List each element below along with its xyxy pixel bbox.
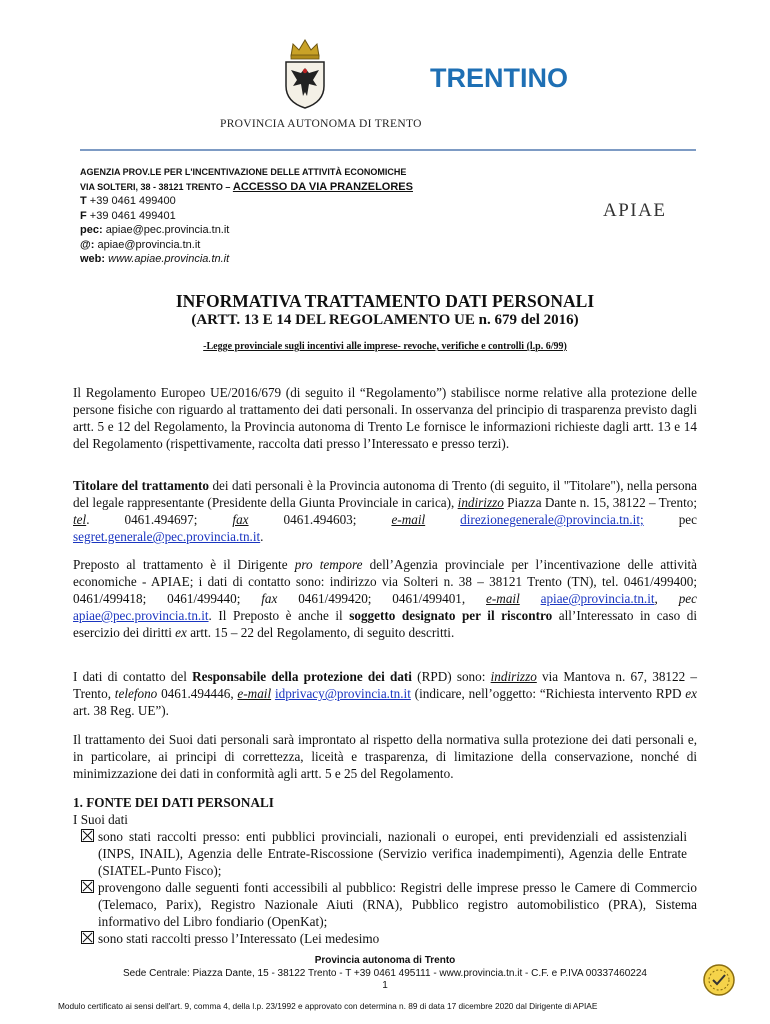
agency-address-street: VIA SOLTERI, 38 - 38121 TRENTO – <box>80 181 233 192</box>
web-label: web: <box>80 253 106 265</box>
source-item <box>73 879 697 930</box>
trentino-logo: TRENTINO <box>430 63 568 93</box>
law-reference: -Legge provinciale sugli incentivi alle imprese- revoche, verifiche e controlli (l.p. 6/99) <box>203 341 567 352</box>
document-subtitle: (ARTT. 13 E 14 DEL REGOLAMENTO UE n. 679 del 2016) <box>191 312 579 328</box>
text-span: art. 38 Reg. UE”). <box>73 703 169 718</box>
source-item-text: sono stati raccolti presso: enti pubblici provinciali, nazionali o europei, enti previdenziali ed assistenziali (INPS, INAIL), Agenzia delle Entrate-Riscossione (Servizio verifica inadempimenti), Agenzia delle Entrate (SIATEL-Punto Fisco); <box>98 829 687 878</box>
text-span: artt. 15 – 22 del Regolamento, di seguito descritti. <box>186 625 455 640</box>
titolare-pec-link[interactable]: segret.generale@pec.provincia.tn.it <box>73 529 261 544</box>
agency-email <box>80 238 413 253</box>
rpd-email-link[interactable]: idprivacy@provincia.tn.it <box>274 686 411 701</box>
ex-text: ex <box>175 625 187 640</box>
titolare-heading: Titolare del trattamento <box>73 478 210 493</box>
agency-phone <box>80 194 413 209</box>
checked-box-icon[interactable] <box>81 829 94 842</box>
agency-contact-block <box>80 165 413 267</box>
phone-label: T <box>80 195 87 207</box>
address-label: indirizzo <box>490 669 537 684</box>
text-span: I dati di contatto del <box>73 669 193 684</box>
text-span: Preposto al trattamento è il Dirigente <box>73 557 295 572</box>
preposto-email-link[interactable]: apiae@provincia.tn.it <box>540 591 655 606</box>
pec-value[interactable]: apiae@pec.provincia.tn.it <box>105 224 230 236</box>
agency-address <box>80 180 413 195</box>
checked-box-icon[interactable] <box>81 931 94 944</box>
fax-value: +39 0461 499401 <box>89 209 176 222</box>
section-1-intro: I Suoi dati <box>73 812 128 827</box>
text-span: pec <box>643 512 697 527</box>
tel-label: telefono <box>114 686 158 701</box>
fax-label: fax <box>232 512 249 527</box>
agency-address-access: ACCESSO DA VIA PRANZELORES <box>232 180 413 193</box>
certification-seal-icon <box>702 963 736 997</box>
text-span: (indicare, nell’oggetto: “Richiesta intervento RPD <box>410 686 686 701</box>
footer-org: Provincia autonoma di Trento <box>314 955 456 966</box>
titolare-email-link[interactable]: direzionegenerale@provincia.tn.it; <box>460 512 644 527</box>
email-label: @: <box>80 238 95 251</box>
email-label: e-mail <box>237 686 272 701</box>
email-value[interactable]: apiae@provincia.tn.it <box>97 238 201 251</box>
email-label: e-mail <box>486 591 520 606</box>
principles-paragraph: Il trattamento dei Suoi dati personali sarà improntato al rispetto della normativa sulla protezione dei dati personali e, in particolare, ai principi di correttezza, liceità e trasparenza, di limitazione della conservazione, nonché di minimizzazione dei dati in conformità agli artt. 5 e 25 del Regolamento. <box>73 732 697 781</box>
address-label: indirizzo <box>457 495 504 510</box>
pec-label: pec <box>678 591 697 606</box>
pec-label: pec: <box>80 224 103 236</box>
text-span: . 0461.494697; <box>86 512 233 527</box>
source-item-text: sono stati raccolti presso l’Interessato (Lei medesimo <box>98 931 380 946</box>
email-label: e-mail <box>391 512 426 527</box>
page-footer <box>0 955 770 993</box>
preposto-pec-link[interactable]: apiae@pec.provincia.tn.it <box>73 608 209 623</box>
web-value[interactable]: www.apiae.provincia.tn.it <box>108 253 230 265</box>
pro-tempore-text: pro tempore <box>294 557 363 572</box>
source-item <box>73 828 697 879</box>
text-span: dei dati personali è la Provincia autonoma di Trento (di seguito, il "Titolare"), nella persona del legale rappresentante (Presidente della Giunta Provinciale in carica), <box>73 478 697 510</box>
text-span: . <box>260 529 264 544</box>
checked-box-icon[interactable] <box>81 880 94 893</box>
text-span: 0461.494446, <box>157 686 238 701</box>
apiae-logo: APIAE <box>603 200 667 221</box>
text-span: , <box>654 591 679 606</box>
agency-pec <box>80 223 413 238</box>
titolare-paragraph <box>73 477 697 545</box>
agency-name: AGENZIA PROV.LE PER L'INCENTIVAZIONE DELLE ATTIVITÀ ECONOMICHE <box>80 167 407 177</box>
section-1-heading: 1. FONTE DEI DATI PERSONALI <box>73 795 274 810</box>
header-divider <box>80 149 696 151</box>
text-span: all’Interessato in caso di esercizio dei diritti <box>73 608 698 640</box>
text-span: . Il Preposto è anche il <box>208 608 350 623</box>
text-span: dell’Agenzia provinciale per l’incentivazione delle attività economiche - APIAE; i dati di contatto sono: indirizzo via Solteri n. 38 – 38121 Trento (TN), tel. 0461/499400; 0461/499418; 0461/499440; <box>73 557 697 606</box>
rpd-paragraph <box>73 668 697 719</box>
section-1 <box>73 794 697 947</box>
source-item-text: provengono dalle seguenti fonti accessibili al pubblico: Registri delle imprese presso le Camere di Commercio (Telemaco, Parix), Registro Nazionale Aiuti (RNA), Pubblico registro automobilistico (PRA), Sistema informativo del Libro fondiario (OpenKat); <box>98 880 697 929</box>
preposto-paragraph <box>73 556 697 641</box>
document-title: INFORMATIVA TRATTAMENTO DATI PERSONALI <box>175 291 595 311</box>
province-name: PROVINCIA AUTONOMA DI TRENTO <box>220 118 422 130</box>
text-span: 0461/499420; 0461/499401, <box>277 591 487 606</box>
soggetto-designato-text: soggetto designato per il riscontro <box>349 608 553 623</box>
fax-label: fax <box>261 591 278 606</box>
tel-label: tel <box>73 512 87 527</box>
text-span: Piazza Dante n. 15, 38122 – Trento; <box>503 495 697 510</box>
phone-value: +39 0461 499400 <box>89 195 176 207</box>
text-span: 0461.494603; <box>248 512 392 527</box>
text-span: via Mantova n. 67, 38122 – Trento, <box>73 669 697 701</box>
province-coat-of-arms-icon <box>283 38 327 110</box>
certification-note: Modulo certificato ai sensi dell'art. 9, comma 4, della l.p. 23/1992 e approvato con determina n. 89 di data 17 dicembre 2020 dal Dirigente di APIAE <box>58 1001 598 1011</box>
fax-label: F <box>80 209 87 222</box>
agency-fax <box>80 209 413 224</box>
ex-text: ex <box>685 686 697 701</box>
footer-address: Sede Centrale: Piazza Dante, 15 - 38122 Trento - T +39 0461 495111 - www.provincia.tn.it - C.F. e P.IVA 00337460224 <box>123 967 647 979</box>
text-span: (RPD) sono: <box>411 669 491 684</box>
source-item <box>73 930 697 947</box>
rpd-heading: Responsabile della protezione dei dati <box>192 669 412 684</box>
page-number: 1 <box>382 980 388 991</box>
agency-web <box>80 252 413 267</box>
intro-paragraph: Il Regolamento Europeo UE/2016/679 (di seguito il “Regolamento”) stabilisce norme relative alla protezione delle persone fisiche con riguardo al trattamento dei dati personali. In osservanza del principio di trasparenza previsto dagli artt. 5 e 12 del Regolamento, la Provincia autonoma di Trento Le fornisce le informazioni richieste dagli artt. 13 e 14 del Regolamento (rispettivamente, raccolta dati presso l’Interessato e presso terzi). <box>73 385 697 451</box>
